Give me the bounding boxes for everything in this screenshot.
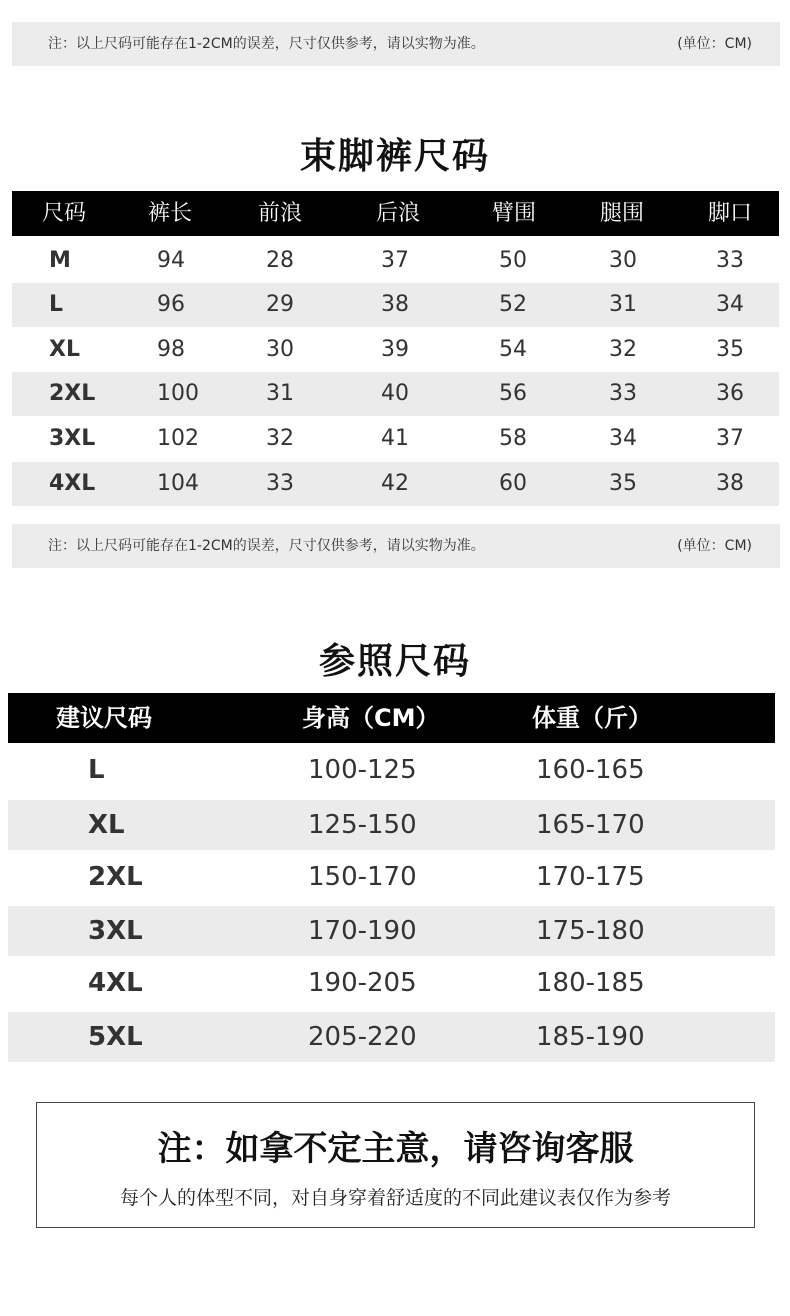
header-size: 尺码 <box>41 201 87 226</box>
table-cell: 39 <box>381 337 409 362</box>
header-leg-opening: 脚口 <box>707 201 753 226</box>
table-cell: 96 <box>157 292 185 317</box>
header-front-rise: 前浪 <box>257 201 303 226</box>
table-cell: 100 <box>157 381 199 406</box>
header-back-rise: 后浪 <box>375 201 421 226</box>
table-row <box>12 283 779 327</box>
height-cell: 205-220 <box>308 1022 417 1052</box>
note-text: 注：以上尺码可能存在1-2CM的误差，尺寸仅供参考，请以实物为准。 <box>48 36 485 52</box>
table-cell: 37 <box>381 248 409 273</box>
header-height: 身高（CM） <box>302 704 440 732</box>
table-cell: 30 <box>609 248 637 273</box>
header-weight: 体重（斤） <box>532 704 652 732</box>
reference-size-title: 参照尺码 <box>318 641 471 682</box>
table-cell: 36 <box>716 381 744 406</box>
size-cell: 2XL <box>88 862 143 892</box>
note-bar-middle <box>12 524 780 568</box>
reference-size-header <box>8 693 775 743</box>
note-text: 注：以上尺码可能存在1-2CM的误差，尺寸仅供参考，请以实物为准。 <box>48 538 485 554</box>
weight-cell: 160-165 <box>536 755 645 785</box>
table-cell: 38 <box>716 471 744 496</box>
table-cell: 40 <box>381 381 409 406</box>
size-cell: 2XL <box>49 381 96 406</box>
table-cell: 41 <box>381 426 409 451</box>
weight-cell: 175-180 <box>536 916 645 946</box>
table-cell: 28 <box>266 248 294 273</box>
size-cell: XL <box>88 810 125 840</box>
table-row <box>12 239 779 283</box>
pants-size-title: 束脚裤尺码 <box>299 136 490 177</box>
advice-heading: 注：如拿不定主意，请咨询客服 <box>157 1129 634 1169</box>
table-row <box>8 800 775 850</box>
header-length: 裤长 <box>147 201 193 226</box>
size-cell: XL <box>49 337 80 362</box>
weight-cell: 180-185 <box>536 968 645 998</box>
table-cell: 33 <box>716 248 744 273</box>
table-row <box>8 906 775 956</box>
table-cell: 98 <box>157 337 185 362</box>
table-cell: 37 <box>716 426 744 451</box>
weight-cell: 170-175 <box>536 862 645 892</box>
table-row <box>8 852 775 902</box>
table-cell: 56 <box>499 381 527 406</box>
header-thigh: 腿围 <box>599 201 645 226</box>
table-cell: 104 <box>157 471 199 496</box>
table-row <box>8 745 775 795</box>
table-cell: 60 <box>499 471 527 496</box>
table-row <box>8 958 775 1008</box>
table-cell: 35 <box>716 337 744 362</box>
table-cell: 34 <box>609 426 637 451</box>
size-cell: L <box>49 292 64 317</box>
unit-label: (单位：CM) <box>677 538 752 554</box>
table-cell: 52 <box>499 292 527 317</box>
size-cell: 5XL <box>88 1022 143 1052</box>
size-cell: 4XL <box>49 471 96 496</box>
table-cell: 34 <box>716 292 744 317</box>
table-row <box>12 462 779 506</box>
pants-size-header <box>12 191 779 236</box>
unit-label: (单位：CM) <box>677 36 752 52</box>
table-cell: 58 <box>499 426 527 451</box>
table-cell: 102 <box>157 426 199 451</box>
table-cell: 54 <box>499 337 527 362</box>
advice-subtext: 每个人的体型不同，对自身穿着舒适度的不同此建议表仅作为参考 <box>119 1187 671 1209</box>
size-cell: 3XL <box>88 916 143 946</box>
height-cell: 150-170 <box>308 862 417 892</box>
table-row <box>12 372 779 416</box>
table-cell: 38 <box>381 292 409 317</box>
size-cell: 4XL <box>88 968 143 998</box>
table-cell: 94 <box>157 248 185 273</box>
header-suggested-size: 建议尺码 <box>56 704 152 732</box>
table-cell: 35 <box>609 471 637 496</box>
table-cell: 32 <box>266 426 294 451</box>
table-cell: 33 <box>266 471 294 496</box>
size-cell: L <box>88 755 105 785</box>
table-cell: 32 <box>609 337 637 362</box>
table-cell: 42 <box>381 471 409 496</box>
table-row <box>12 417 779 461</box>
height-cell: 190-205 <box>308 968 417 998</box>
table-cell: 31 <box>609 292 637 317</box>
header-hip: 臂围 <box>491 201 537 226</box>
table-cell: 30 <box>266 337 294 362</box>
weight-cell: 165-170 <box>536 810 645 840</box>
table-cell: 31 <box>266 381 294 406</box>
table-cell: 50 <box>499 248 527 273</box>
table-row <box>12 328 779 372</box>
size-cell: M <box>49 248 71 273</box>
table-row <box>8 1012 775 1062</box>
size-cell: 3XL <box>49 426 96 451</box>
height-cell: 100-125 <box>308 755 417 785</box>
height-cell: 170-190 <box>308 916 417 946</box>
height-cell: 125-150 <box>308 810 417 840</box>
note-bar-top <box>12 22 780 66</box>
weight-cell: 185-190 <box>536 1022 645 1052</box>
advice-box <box>36 1102 755 1228</box>
table-cell: 29 <box>266 292 294 317</box>
table-cell: 33 <box>609 381 637 406</box>
